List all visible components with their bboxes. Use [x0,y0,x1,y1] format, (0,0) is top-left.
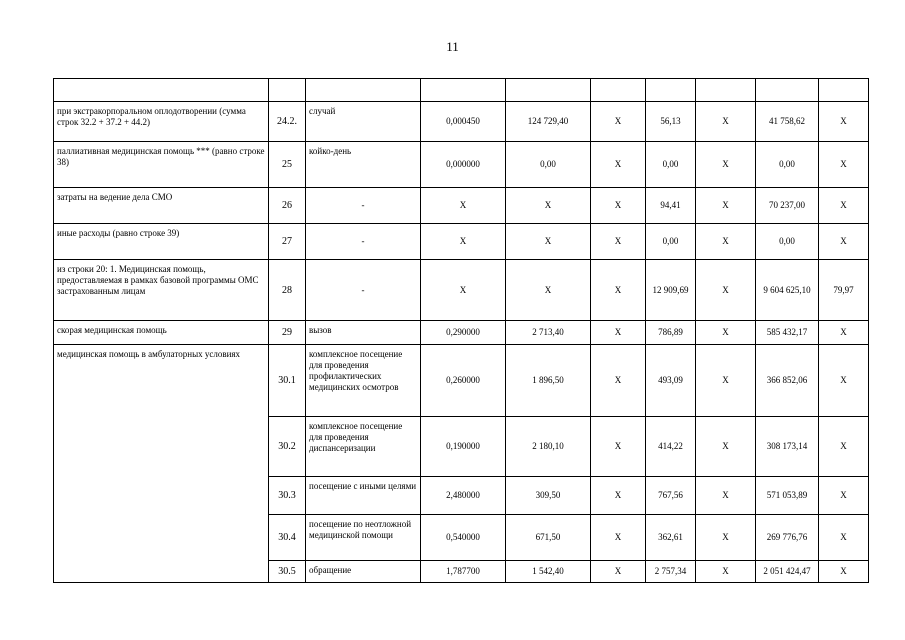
table-cell: Х [696,260,756,321]
header-cell [421,79,506,102]
table-cell: Х [591,417,646,477]
table-row [54,142,869,188]
table-cell: 0,000000 [421,142,506,188]
table-cell: 0,190000 [421,417,506,477]
table-cell: 12 909,69 [646,260,696,321]
row-unit: посещение по неотложной медицинской помощи [306,515,421,561]
table-cell: Х [696,321,756,345]
header-cell [306,79,421,102]
row-unit: случай [306,102,421,142]
table-cell: 414,22 [646,417,696,477]
header-cell [269,79,306,102]
table-cell: 2 713,40 [506,321,591,345]
table-cell: 124 729,40 [506,102,591,142]
table-cell: Х [696,477,756,515]
table-cell: Х [696,188,756,224]
table-cell: 0,540000 [421,515,506,561]
table-cell: 0,260000 [421,345,506,417]
row-name: при экстракорпоральном оплодотворении (сумма строк 32.2 + 37.2 + 44.2) [54,102,269,142]
row-number: 30.3 [269,477,306,515]
row-number: 26 [269,188,306,224]
table-row [54,260,869,321]
row-number: 28 [269,260,306,321]
table-cell: Х [819,561,869,583]
table-cell: Х [819,102,869,142]
header-cell [756,79,819,102]
table-cell: 0,00 [756,142,819,188]
table-row [54,321,869,345]
table-cell: 786,89 [646,321,696,345]
table-cell: Х [819,224,869,260]
table-cell: 0,00 [646,224,696,260]
table-row [54,102,869,142]
table-header-row [54,79,869,102]
table-cell: Х [696,224,756,260]
row-unit: - [306,188,421,224]
page-number: 11 [446,39,459,54]
table-cell: Х [591,321,646,345]
header-cell [506,79,591,102]
table-cell: Х [591,477,646,515]
table-cell: Х [819,345,869,417]
header-cell [646,79,696,102]
row-name: скорая медицинская помощь [54,321,269,345]
table-cell: Х [591,142,646,188]
table-cell: Х [819,515,869,561]
table-cell: Х [506,188,591,224]
table-cell: 362,61 [646,515,696,561]
table-cell: 0,000450 [421,102,506,142]
table-cell: 2,480000 [421,477,506,515]
table-cell: Х [819,142,869,188]
table-cell: Х [591,224,646,260]
table-row [54,345,869,417]
row-number: 30.5 [269,561,306,583]
table-cell: Х [591,515,646,561]
table-cell: Х [696,102,756,142]
row-number: 30.1 [269,345,306,417]
table-cell: 585 432,17 [756,321,819,345]
table-row [54,224,869,260]
table-cell: Х [819,417,869,477]
table-cell: 671,50 [506,515,591,561]
row-unit: вызов [306,321,421,345]
table-cell: 0,00 [756,224,819,260]
table-row [54,188,869,224]
table-cell: Х [696,345,756,417]
table-cell: 56,13 [646,102,696,142]
table-cell: 1 896,50 [506,345,591,417]
table-cell: 767,56 [646,477,696,515]
table-cell: Х [819,188,869,224]
table-cell: Х [696,417,756,477]
table-cell: 79,97 [819,260,869,321]
table-cell: 571 053,89 [756,477,819,515]
table-cell: 269 776,76 [756,515,819,561]
table-cell: Х [591,345,646,417]
row-unit: комплексное посещение для проведения диспансеризации [306,417,421,477]
table-cell: Х [421,188,506,224]
row-unit: - [306,224,421,260]
row-unit: - [306,260,421,321]
table-cell: 2 180,10 [506,417,591,477]
row-unit: посещение с иными целями [306,477,421,515]
table-cell: 1 542,40 [506,561,591,583]
row-number: 24.2. [269,102,306,142]
row-name: медицинская помощь в амбулаторных условиях [54,345,269,583]
table-cell: 308 173,14 [756,417,819,477]
table-cell: 70 237,00 [756,188,819,224]
table-cell: 309,50 [506,477,591,515]
row-unit: обращение [306,561,421,583]
header-cell [696,79,756,102]
table-cell: Х [696,561,756,583]
row-number: 30.2 [269,417,306,477]
table-cell: Х [591,188,646,224]
table-cell: 493,09 [646,345,696,417]
table-cell: 41 758,62 [756,102,819,142]
table-cell: 0,290000 [421,321,506,345]
header-cell [54,79,269,102]
row-number: 25 [269,142,306,188]
table-cell: 366 852,06 [756,345,819,417]
row-number: 27 [269,224,306,260]
table-cell: Х [421,224,506,260]
table-cell: 9 604 625,10 [756,260,819,321]
table-cell: 2 757,34 [646,561,696,583]
table-cell: Х [696,515,756,561]
table-cell: Х [819,321,869,345]
table-cell: 0,00 [506,142,591,188]
table-cell: Х [506,260,591,321]
table-cell: Х [591,561,646,583]
table-cell: Х [819,477,869,515]
data-table [53,78,869,583]
header-cell [819,79,869,102]
row-name: паллиативная медицинская помощь *** (равно строке 38) [54,142,269,188]
header-cell [591,79,646,102]
table-cell: Х [696,142,756,188]
table-cell: 0,00 [646,142,696,188]
row-unit: койко-день [306,142,421,188]
row-number: 29 [269,321,306,345]
row-name: из строки 20: 1. Медицинская помощь, предоставляемая в рамках базовой программы ОМС застрахованным лицам [54,260,269,321]
table-cell: Х [506,224,591,260]
row-unit: комплексное посещение для проведения профилактических медицинских осмотров [306,345,421,417]
table-cell: 2 051 424,47 [756,561,819,583]
table-cell: Х [421,260,506,321]
row-number: 30.4 [269,515,306,561]
row-name: затраты на ведение дела СМО [54,188,269,224]
table-cell: Х [591,260,646,321]
row-name: иные расходы (равно строке 39) [54,224,269,260]
table-cell: Х [591,102,646,142]
table-cell: 1,787700 [421,561,506,583]
table-cell: 94,41 [646,188,696,224]
